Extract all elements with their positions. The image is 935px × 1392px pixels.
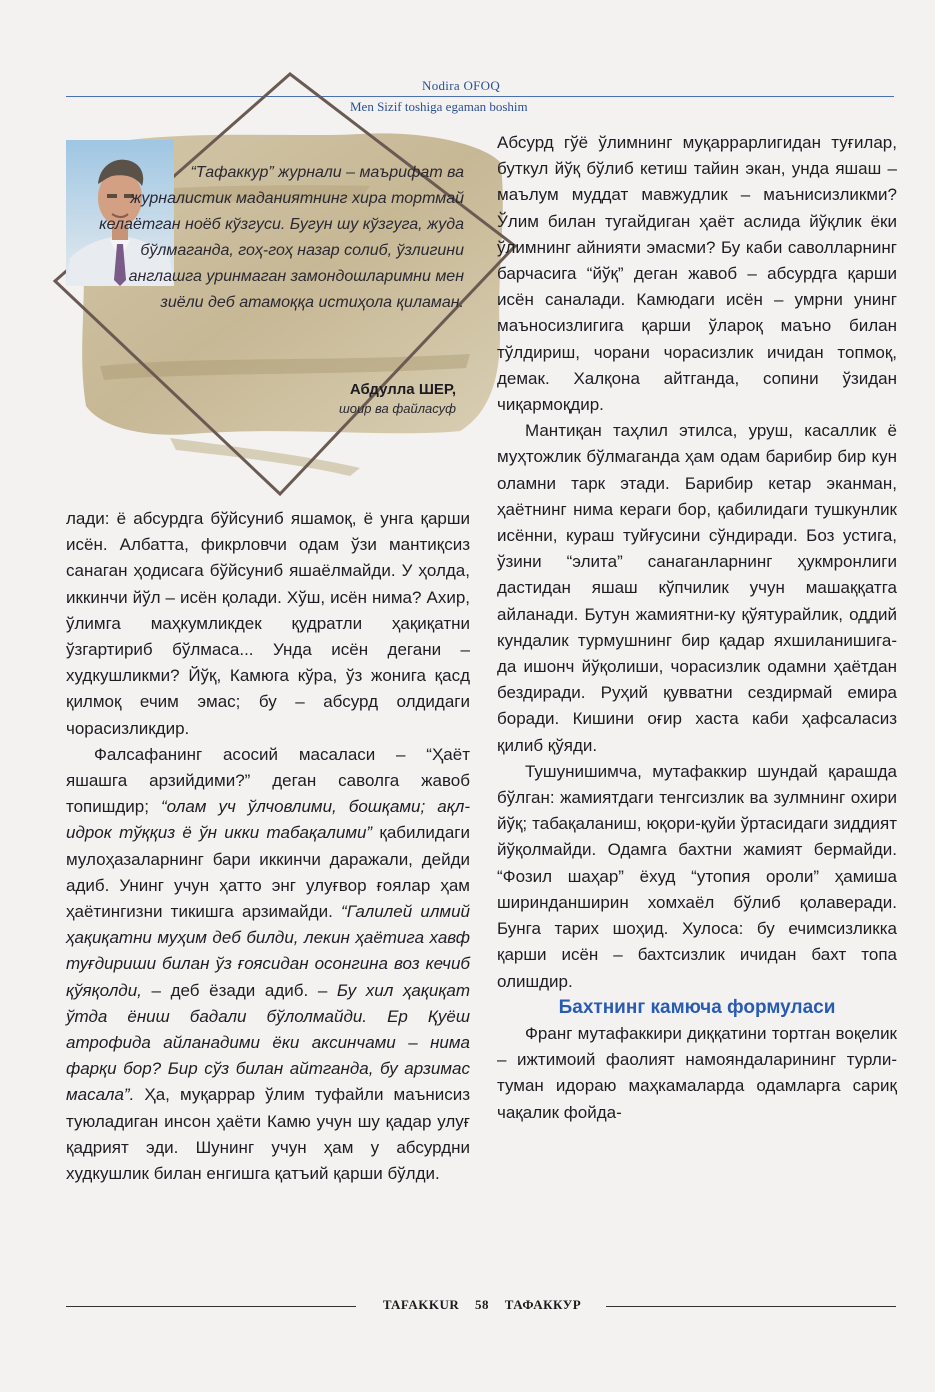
- paragraph: Франг мутафаккири диққатини тортган воқелик – ижтимоий фаолият намояндаларининг турли-туман идораю маҳкамаларда одамларга сариқ чақалик фойда-: [497, 1023, 897, 1122]
- paragraph: лади: ё абсурдга бўйсуниб яшамоқ, ё унга қарши исён. Албатта, фикрловчи одам ўзи мантиқсиз санаган ҳодисага бўйсуниб яшаёлмайди. У ҳолда, иккинчи йўл – исён қолади. Хўш, исён нима? Ахир, ўлимга маҳкумликдек қудратли ҳақиқатни ўзгартириб бўлмаса... Унда исён дегани – худкушликми? Йўқ, Камюга кўра, ўз жонига қасд қилмоқ ечим эмас; бу – абсурд олдидаги чорасизликдир.: [66, 509, 470, 738]
- footer-journal-latin: TAFAKKUR: [382, 1297, 460, 1312]
- left-column: [66, 506, 470, 1187]
- paragraph: Тушунишимча, мутафаккир шундай қарашда бўлган: жамиятдаги тенгсизлик ва зулмнинг охири йўқ; табақаланиш, юқори-қуйи ўртасидаги зиддият йўқолмайди. Одамга бахтни жамият бермайди. “Фозил шаҳар” ёхуд “утопия ороли” ҳамиша ширинданширин хомхаёл бўлиб қолаверади. Бунга тарих шоҳид. Хулоса: бу ечимсизликка қарши исён – бахтсизлик ичидан бахт топа олишдир.: [497, 761, 897, 991]
- footer-text: [362, 1297, 602, 1313]
- footer-rule: [606, 1306, 896, 1307]
- page-number: 58: [475, 1297, 490, 1312]
- right-column: [497, 130, 897, 1126]
- page-footer: [66, 1296, 896, 1316]
- footer-rule: [66, 1306, 356, 1307]
- header-title: Men Sizif toshiga egaman boshim: [350, 99, 528, 114]
- quote-author: Абдулла ШЕР,: [349, 381, 456, 398]
- paragraph: Мантиқан таҳлил этилса, уруш, касаллик ё муҳтожлик бўлмаганда ҳам одам барибир бир кун оламни тарк этади. Барибир кетар эканман, ҳаётнинг нима кераги бор, қабилидаги тушкунлик исённи, кураш туйғусини сўндиради. Боз устига, ўзини “элита” санаганларнинг ҳукмронлиги дастидан яшаш кўпчилик учун машаққатга айланади. Бутун жамиятни-ку қўятурайлик, оддий кундалик турмушнинг бир қадар яхшиланишига-да ишонч йўқолиши, чорасизлик одамни ҳаётдан бездиради. Руҳий қувватни сездирмай емира боради. Кишини оғир хаста каби ҳафсаласиз қилиб қўяди.: [497, 421, 897, 755]
- quote-author-role: шоир ва файласуф: [338, 401, 456, 416]
- footer-journal-cyrillic: ТАФАККУР: [504, 1297, 582, 1312]
- quote-text: “Тафаккур” журнали – маърифат ва журналистик маданиятнинг хира тортмай келаётган ноёб кўзгуси. Бугун шу кўзгуга, жуда бўлмаганда, гоҳ-гоҳ назар солиб, ўзлигини англашга уринмаган замондошларимни мен зиёли деб атамоққа истиҳола қиламан.: [99, 164, 464, 311]
- paragraph: Фалсафанинг асосий масаласи – “Ҳаёт яшашга арзийдими?” деган саволга жавоб топишдир; “олам уч ўлчовлими, бошқами; ақл-идрок тўққиз ё ўн икки табақалими” қабилидаги мулоҳазаларнинг бари иккинчи даражали, дейди адиб. Унинг учун ҳатто энг улуғвор ғоялар ҳам ҳаётингизни тикишга арзимайди. “Галилей илмий ҳақиқатни муҳим деб билди, лекин ҳаётига хавф туғдириши билан ўз ғоясидан осонгина воз кечиб қўяқолди, – деб ёзади адиб. – Бу хил ҳақиқат ўтда ёниш бадали бўлолмайди. Ер Қуёш атрофида айланадими ёки аксинчами – нима фарқи бор? Бир сўз билан айтганда, бу арзимас масала”. Ҳа, муқаррар ўлим туфайли маънисиз туюладиган инсон ҳаёти Камю учун шу қадар улуғ қадрият эди. Шунинг учун ҳам у абсурдни худкушлик билан енгишга қатъий қарши бўлди.: [66, 744, 470, 1184]
- section-heading: Бахтнинг камюча формуласи: [558, 996, 836, 1018]
- paragraph: Абсурд гўё ўлимнинг муқаррарлигидан туғилар, буткул йўқ бўлиб кетиш тайин экан, унда яшаш – маълум муддат мавжудлик – маънисизликми? Ўлим билан тугайдиган ҳаёт аслида йўқлик ёки ўлимнинг айнияти эмасми? Бу каби саволларнинг барчасига “йўқ” деган жавоб – абсурдга қарши исён саналади. Камюдаги исён – умрни унинг маъносизлигига қарши ўлароқ маъно билан тўлдириш, чорани чорасизлик ичидан топмоқ, демак. Халқона айтганда, сопини ўзидан чиқармоқдир.: [497, 133, 897, 415]
- header-author: Nodira OFOQ: [422, 78, 501, 93]
